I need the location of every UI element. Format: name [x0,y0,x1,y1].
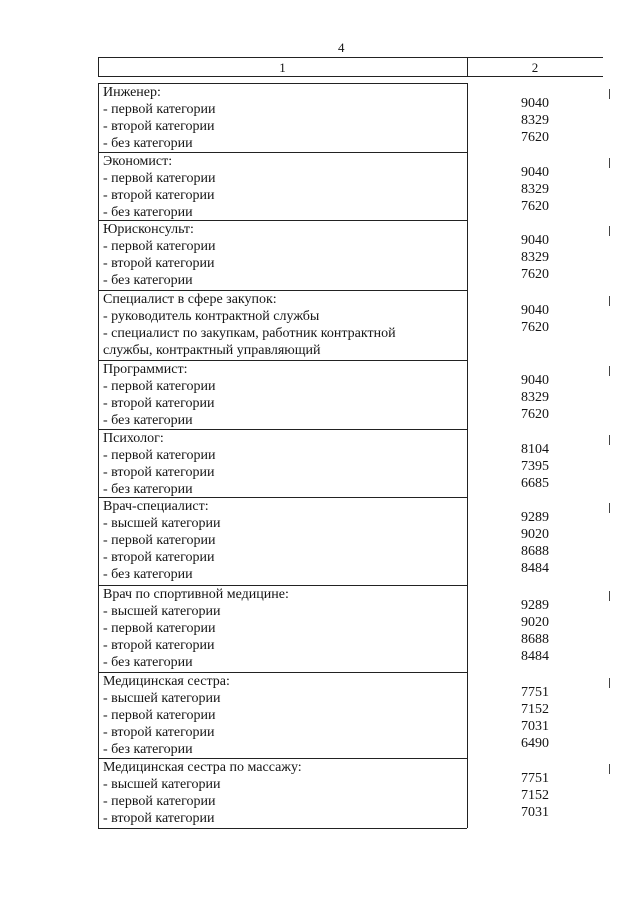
category-item: - первой категории [103,379,216,394]
category-item: - второй категории [103,119,215,134]
category-item: - первой категории [103,621,216,636]
row-mid-border [467,360,468,429]
row-mid-border [467,672,468,758]
row-mid-border [467,497,468,585]
salary-value: 7031 [521,719,549,734]
row-mid-border [467,429,468,497]
group-title: Специалист в сфере закупок: [103,292,277,307]
category-item: - второй категории [103,188,215,203]
margin-tick [609,226,610,236]
salary-value: 7751 [521,771,549,786]
category-item: - второй категории [103,465,215,480]
header-bottom-border [98,76,603,77]
category-item: - второй категории [103,396,215,411]
salary-value: 7620 [521,407,549,422]
salary-value: 7152 [521,702,549,717]
margin-tick [609,764,610,774]
salary-value: 9020 [521,527,549,542]
salary-value: 8329 [521,113,549,128]
salary-value: 7395 [521,459,549,474]
salary-value: 8484 [521,561,549,576]
salary-value: 7751 [521,685,549,700]
page-number: 4 [338,40,345,55]
group-title: Медицинская сестра по массажу: [103,760,302,775]
category-item: - второй категории [103,638,215,653]
salary-value: 7620 [521,320,549,335]
group-title: Психолог: [103,431,164,446]
row-left-border [98,429,99,497]
category-item: - без категории [103,655,193,670]
margin-tick [609,591,610,601]
group-title: Инженер: [103,85,161,100]
salary-value: 6490 [521,736,549,751]
salary-value: 9040 [521,96,549,111]
row-left-border [98,83,99,152]
salary-value: 7620 [521,130,549,145]
row-left-border [98,585,99,672]
row-left-border [98,290,99,360]
row-mid-border [467,758,468,828]
row-left-border [98,152,99,220]
category-item: - без категории [103,742,193,757]
category-item: - второй категории [103,811,215,826]
row-left-border [98,758,99,828]
category-item: - первой категории [103,239,216,254]
salary-value: 8329 [521,390,549,405]
category-item: - без категории [103,273,193,288]
category-item: - высшей категории [103,516,221,531]
category-item: - первой категории [103,533,216,548]
salary-value: 8484 [521,649,549,664]
table-bottom-border [98,828,467,829]
margin-tick [609,678,610,688]
group-title: Медицинская сестра: [103,674,230,689]
category-item: - специалист по закупкам, работник контрактной [103,326,396,341]
category-item: - второй категории [103,550,215,565]
group-title: Программист: [103,362,188,377]
margin-tick [609,89,610,99]
row-mid-border [467,585,468,672]
salary-value: 8104 [521,442,549,457]
salary-value: 9040 [521,303,549,318]
margin-tick [609,503,610,513]
category-item: - руководитель контрактной службы [103,309,320,324]
row-mid-border [467,220,468,290]
group-title: Юрисконсульт: [103,222,194,237]
group-title: Экономист: [103,154,173,169]
row-left-border [98,360,99,429]
row-mid-border [467,152,468,220]
salary-value: 7620 [521,199,549,214]
salary-value: 8329 [521,182,549,197]
margin-tick [609,366,610,376]
table-top-border [98,57,603,58]
category-item: - без категории [103,136,193,151]
salary-value: 9040 [521,233,549,248]
category-item: - высшей категории [103,777,221,792]
category-item: - высшей категории [103,691,221,706]
salary-value: 9289 [521,510,549,525]
column-header-1: 1 [279,60,286,75]
salary-value: 9289 [521,598,549,613]
row-left-border [98,672,99,758]
category-item: - без категории [103,413,193,428]
category-item: - без категории [103,482,193,497]
category-item: - высшей категории [103,604,221,619]
category-item: службы, контрактный управляющий [103,343,321,358]
category-item: - второй категории [103,725,215,740]
salary-value: 8688 [521,632,549,647]
category-item: - второй категории [103,256,215,271]
margin-tick [609,158,610,168]
salary-value: 9040 [521,373,549,388]
salary-value: 7620 [521,267,549,282]
category-item: - первой категории [103,102,216,117]
row-mid-border [467,290,468,360]
salary-value: 7031 [521,805,549,820]
group-title: Врач-специалист: [103,499,209,514]
salary-value: 8688 [521,544,549,559]
salary-value: 7152 [521,788,549,803]
row-left-border [98,497,99,585]
margin-tick [609,296,610,306]
row-left-border [98,220,99,290]
category-item: - первой категории [103,708,216,723]
category-item: - первой категории [103,794,216,809]
margin-tick [609,435,610,445]
category-item: - без категории [103,205,193,220]
salary-value: 9020 [521,615,549,630]
salary-value: 8329 [521,250,549,265]
salary-value: 9040 [521,165,549,180]
salary-value: 6685 [521,476,549,491]
column-header-2: 2 [531,60,539,75]
category-item: - без категории [103,567,193,582]
category-item: - первой категории [103,448,216,463]
group-title: Врач по спортивной медицине: [103,587,289,602]
category-item: - первой категории [103,171,216,186]
row-mid-border [467,83,468,152]
